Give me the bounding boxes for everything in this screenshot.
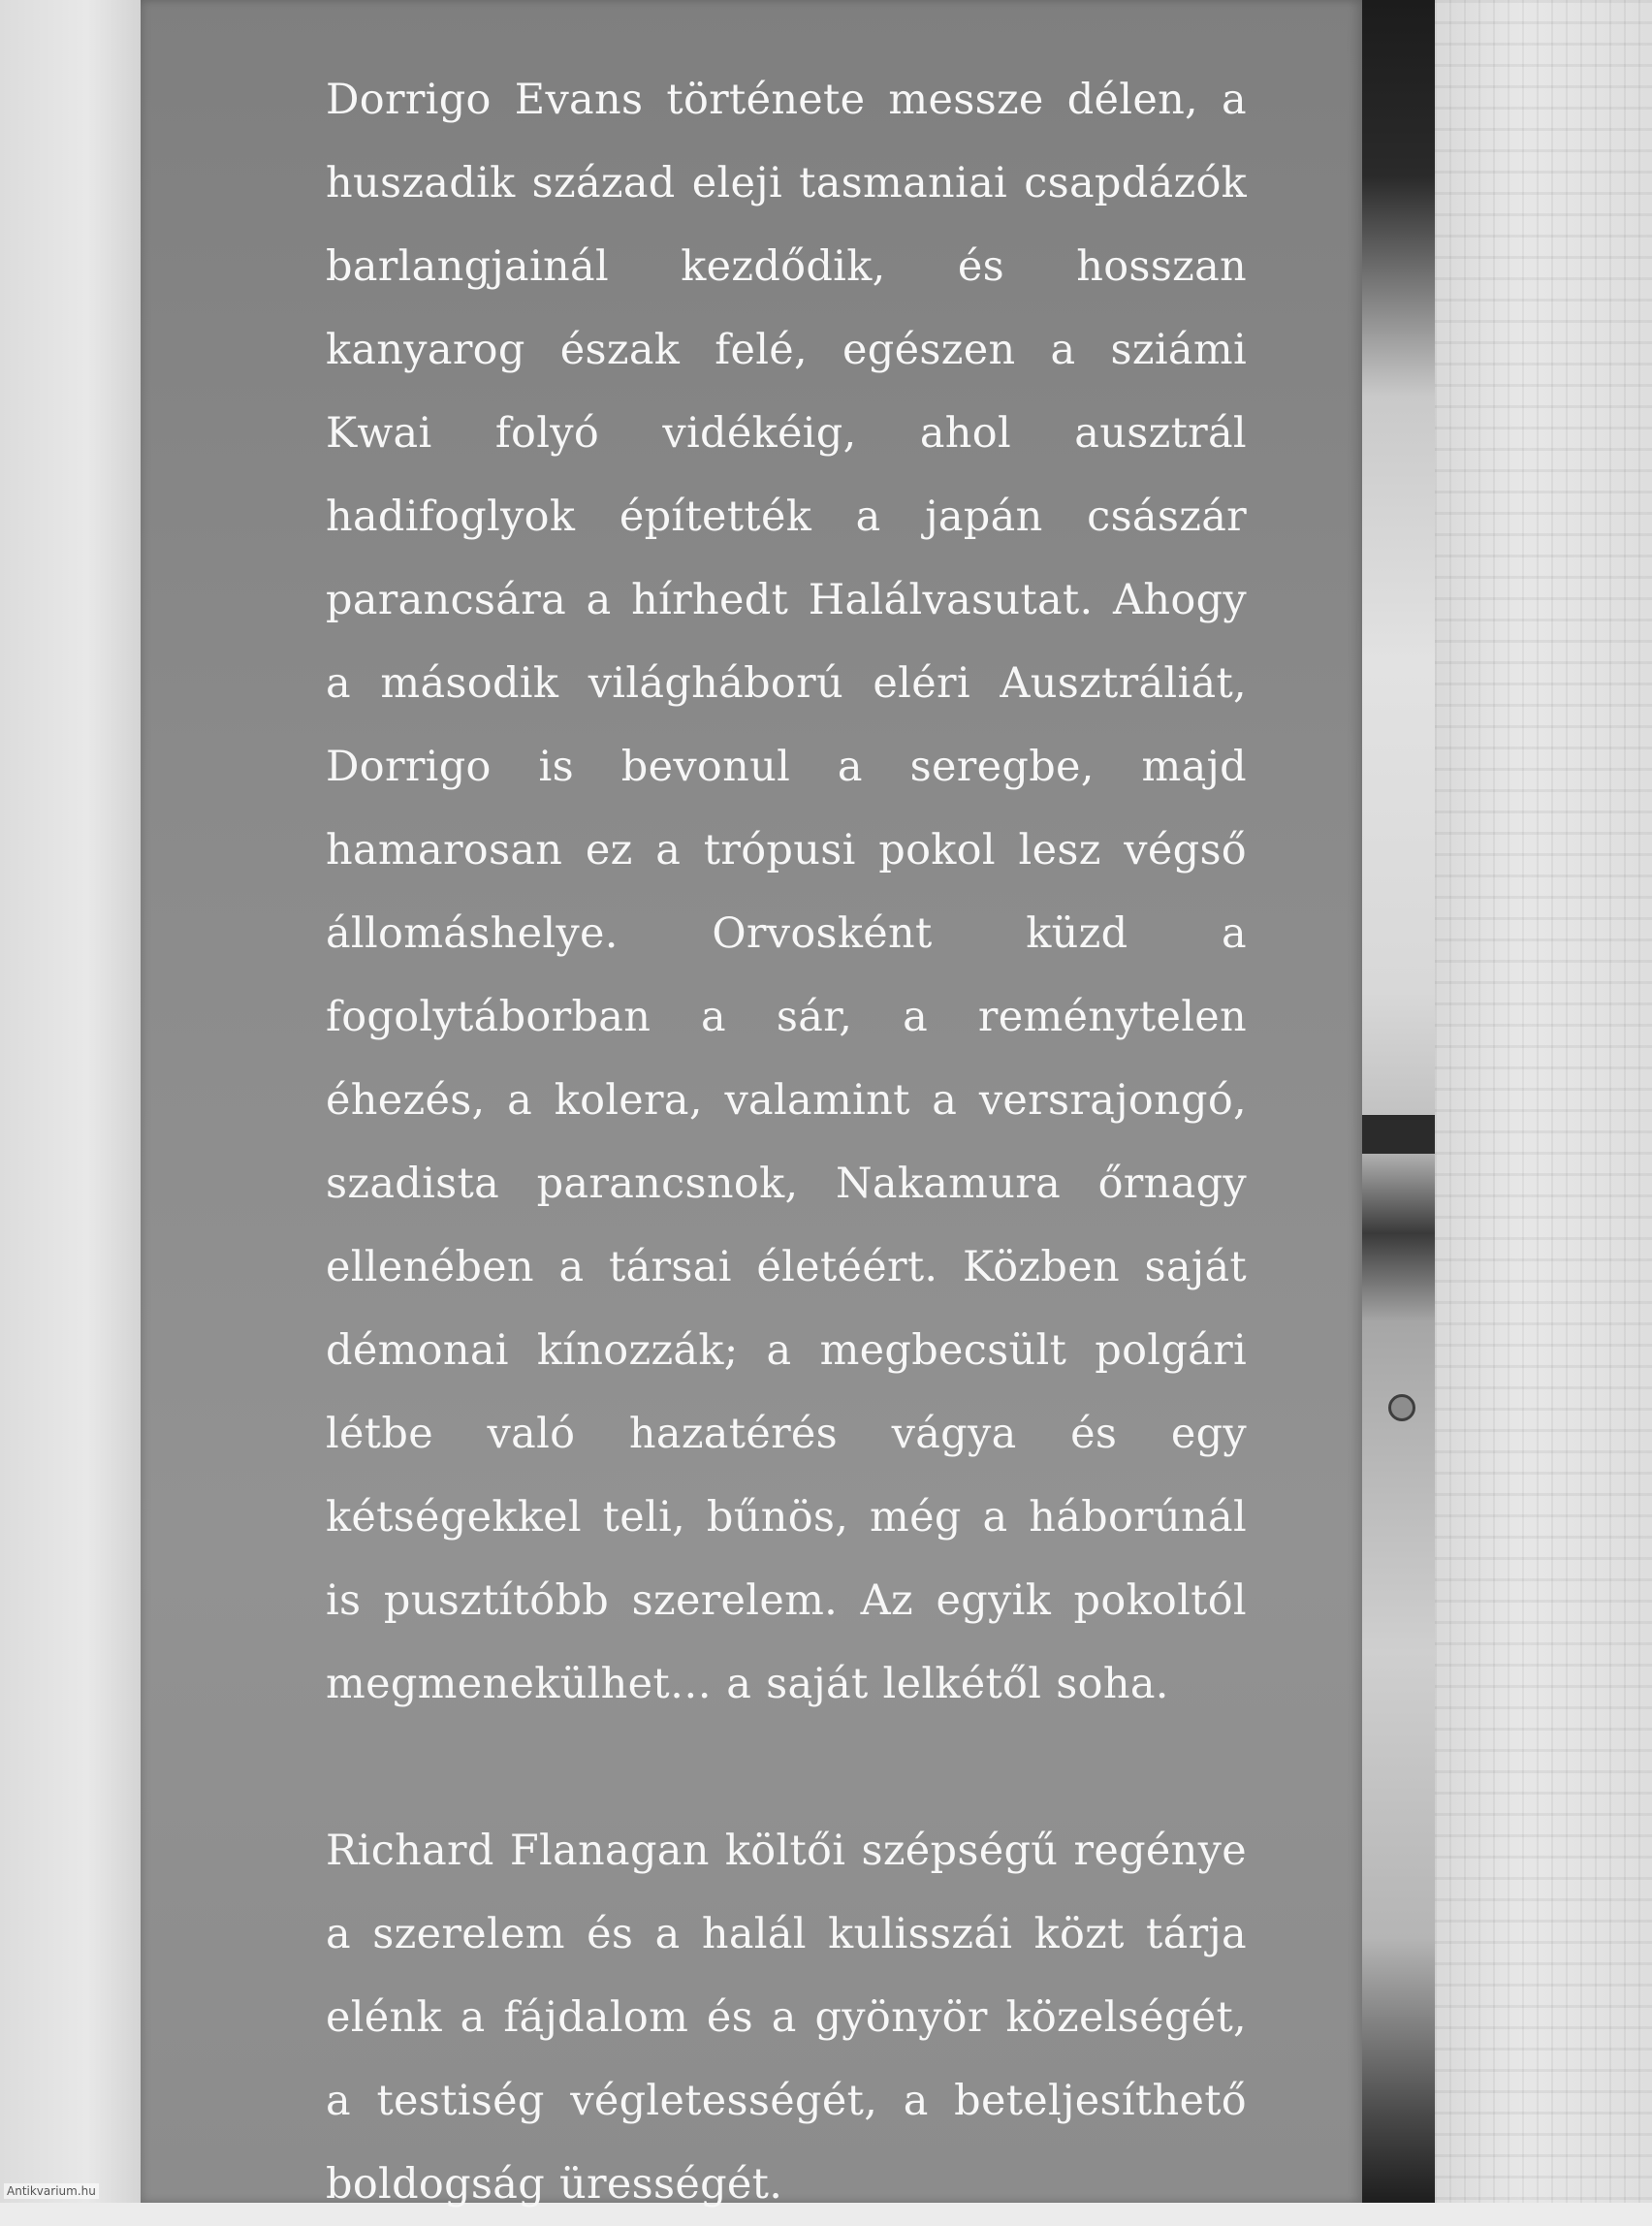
wooden-surface (1435, 0, 1652, 2203)
page-edge-left (0, 0, 145, 2203)
blurb-paragraph-1: Dorrigo Evans története messze délen, a huszadik század eleji tasmaniai csapdázók barlangjainál kezdődik, és hosszan kanyarog észak felé, egészen a sziámi Kwai folyó vidékéig, ahol ausztrál hadifoglyok építették a japán császár parancsára a hírhedt Halálvasutat. Ahogy a második világháború eléri Ausztráliát, Dorrigo is bevonul a seregbe, majd hamarosan ez a trópusi pokol lesz végső állomáshelye. Orvosként küzd a fogolytáborban a sár, a reménytelen éhezés, a kolera, valamint a versrajongó, szadista parancsnok, Nakamura őrnagy ellenében a társai életéért. Közben saját démonai kínozzák; a megbecsült polgári létbe való hazatérés vágya és egy kétségekkel teli, bűnös, még a háborúnál is pusztítóbb szerelem. Az egyik pokoltól megmenekülhet… a saját lelkétől soha. (326, 76, 1247, 1708)
photo-button-detail (1388, 1394, 1415, 1421)
cover-photo-strip (1362, 0, 1435, 2203)
blurb-paragraph-2: Richard Flanagan költői szépségű regénye a szerelem és a halál kulisszái közt tárja elénk a fájdalom és a gyönyör közelségét, a testiség végletességét, a beteljesíthető boldogság ürességét. (326, 1827, 1247, 2209)
photo-belt-detail (1362, 1115, 1435, 1154)
watermark: Antikvarium.hu (4, 2183, 99, 2199)
book-blurb (184, 58, 1251, 2226)
